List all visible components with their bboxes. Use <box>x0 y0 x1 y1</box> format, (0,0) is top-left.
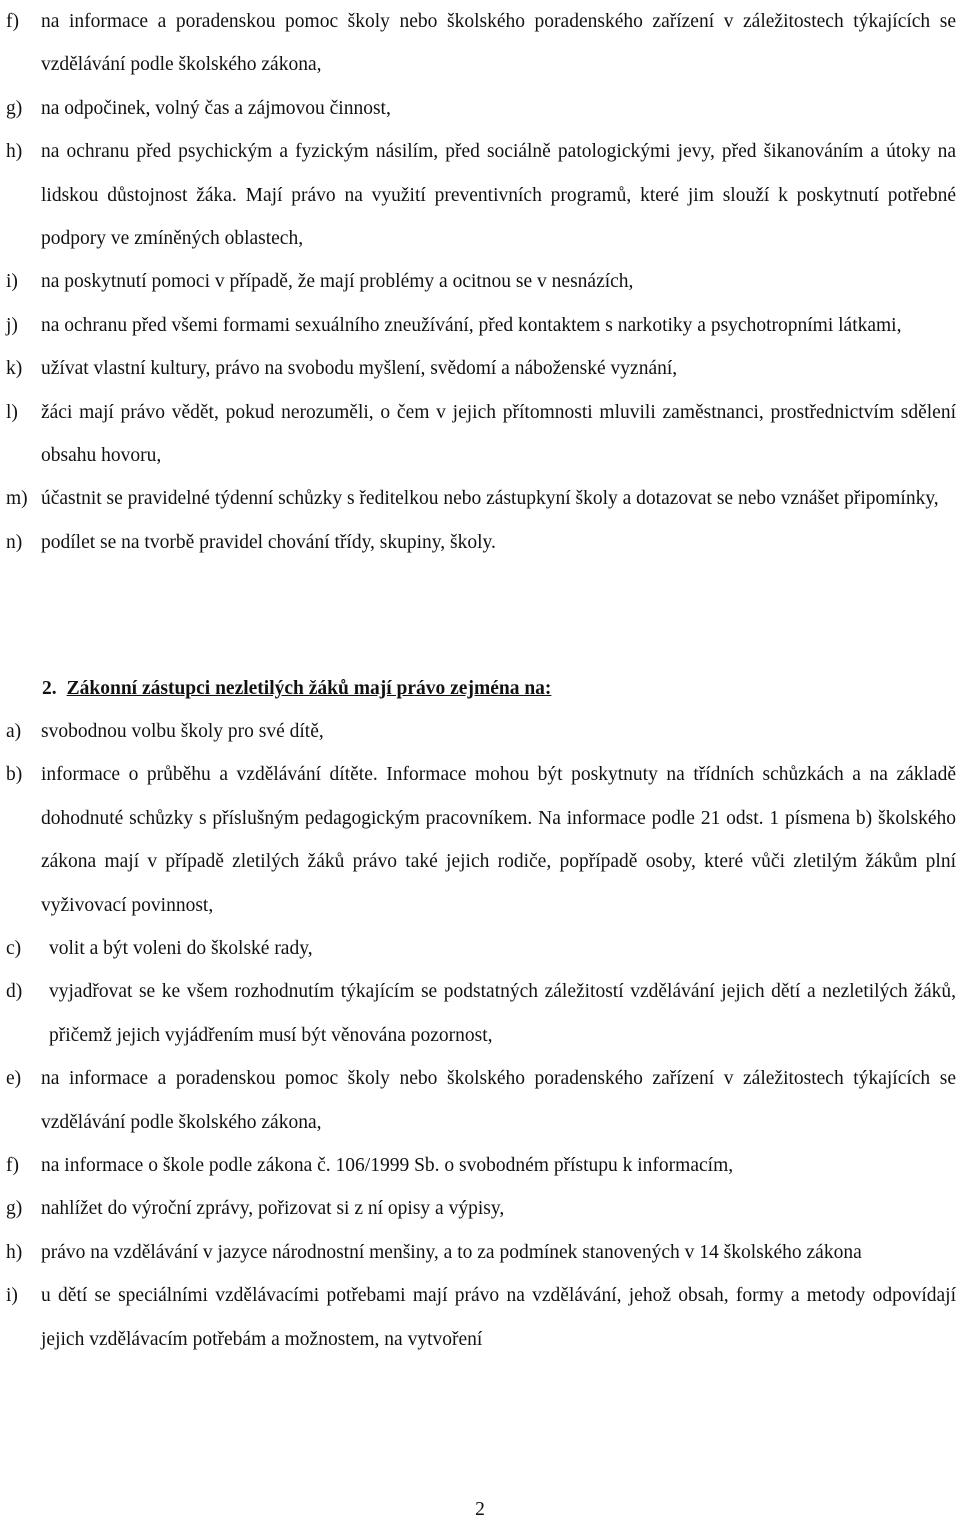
item-marker: i) <box>6 271 18 293</box>
item-text: na ochranu před psychickým a fyzickým násilím, před sociálně patologickými jevy, před šikanováním a útoky na lidskou důstojnost žáka. Mají právo na využití preventivních programů, které jim slouží k poskytnutí potřebné podpory ve zmíněných oblastech, <box>41 141 956 250</box>
item-marker: m) <box>6 488 28 510</box>
list-item <box>6 1231 956 1274</box>
item-marker: h) <box>6 141 23 163</box>
item-text: informace o průběhu a vzdělávání dítěte. Informace mohou být poskytnuty na třídních schůzkách a na základě dohodnuté schůzky s příslušným pedagogickým pracovníkem. Na informace podle 21 odst. 1 písmena b) školského zákona mají v případě zletilých žáků právo také jejich rodiče, popřípadě osoby, které vůči zletilým žákům plní vyživovací povinnost, <box>41 764 956 916</box>
item-text: na informace a poradenskou pomoc školy nebo školského poradenského zařízení v záležitostech týkajících se vzdělávání podle školského zákona, <box>41 11 956 76</box>
list-item <box>6 260 956 303</box>
item-text: svobodnou volbu školy pro své dítě, <box>41 721 324 742</box>
item-marker: g) <box>6 1198 23 1220</box>
item-marker: l) <box>6 401 18 423</box>
list-item <box>6 130 956 260</box>
item-text: nahlížet do výroční zprávy, pořizovat si z ní opisy a výpisy, <box>41 1198 505 1220</box>
item-text: na informace a poradenskou pomoc školy nebo školského poradenského zařízení v záležitostech týkajících se vzdělávání podle školského zákona, <box>41 1068 956 1133</box>
item-marker: n) <box>6 531 23 553</box>
item-text: na poskytnutí pomoci v případě, že mají problémy a ocitnou se v nesnázích, <box>41 271 634 293</box>
list-item <box>6 347 956 390</box>
item-text: u dětí se speciálními vzdělávacími potřebami mají právo na vzdělávání, jehož obsah, formy a metody odpovídají jejich vzdělávacím potřebám a možnostem, na vytvoření <box>41 1285 956 1350</box>
item-text: užívat vlastní kultury, právo na svobodu myšlení, svědomí a náboženské vyznání, <box>41 358 678 380</box>
item-text: právo na vzdělávání v jazyce národnostní menšiny, a to za podmínek stanovených v 14 školského zákona <box>41 1241 862 1263</box>
section-heading <box>42 667 551 710</box>
list-item <box>6 1057 956 1144</box>
guardian-rights-list <box>6 710 956 1361</box>
item-text: žáci mají právo vědět, pokud nerozuměli, o čem v jejich přítomnosti mluvili zaměstnanci, prostřednictvím sdělení obsahu hovoru, <box>41 401 956 467</box>
list-item <box>6 1274 956 1361</box>
list-item <box>6 304 956 347</box>
item-marker: a) <box>6 721 22 742</box>
item-text: vyjadřovat se ke všem rozhodnutím týkajícím se podstatných záležitostí vzdělávání jejich dětí a nezletilých žáků, přičemž jejich vyjádřením musí být věnována pozornost, <box>49 981 956 1046</box>
student-rights-list <box>6 0 956 564</box>
list-item <box>6 0 956 87</box>
item-marker: i) <box>6 1285 18 1307</box>
item-marker: g) <box>6 97 23 119</box>
item-marker: d) <box>6 981 23 1003</box>
item-text: podílet se na tvorbě pravidel chování třídy, skupiny, školy. <box>41 531 496 553</box>
item-marker: k) <box>6 358 23 380</box>
item-text: na informace o škole podle zákona č. 106/1999 Sb. o svobodném přístupu k informacím, <box>41 1155 734 1177</box>
item-marker: e) <box>6 1068 22 1090</box>
item-text: účastnit se pravidelné týdenní schůzky s ředitelkou nebo zástupkyní školy a dotazovat se nebo vznášet připomínky, <box>41 488 939 510</box>
list-item <box>6 87 956 130</box>
item-marker: c) <box>6 938 22 960</box>
item-text: na ochranu před všemi formami sexuálního zneužívání, před kontaktem s narkotiky a psychotropními látkami, <box>41 314 902 336</box>
item-marker: j) <box>6 314 18 336</box>
page-number: 2 <box>475 1499 485 1520</box>
section-title: Zákonní zástupci nezletilých žáků mají právo zejména na: <box>66 678 552 699</box>
list-item <box>6 970 956 1057</box>
list-item <box>6 477 956 520</box>
section-number: 2. <box>42 678 57 699</box>
item-marker: b) <box>6 764 23 786</box>
list-item <box>6 1144 956 1187</box>
item-text: na odpočinek, volný čas a zájmovou činnost, <box>41 97 391 119</box>
item-marker: f) <box>6 1155 19 1177</box>
item-marker: h) <box>6 1241 23 1263</box>
list-item <box>6 710 956 753</box>
list-item <box>6 1187 956 1230</box>
list-item <box>6 753 956 927</box>
list-item <box>6 521 956 564</box>
list-item <box>6 927 956 970</box>
item-marker: f) <box>6 11 19 32</box>
list-item <box>6 391 956 478</box>
item-text: volit a být voleni do školské rady, <box>49 938 313 960</box>
